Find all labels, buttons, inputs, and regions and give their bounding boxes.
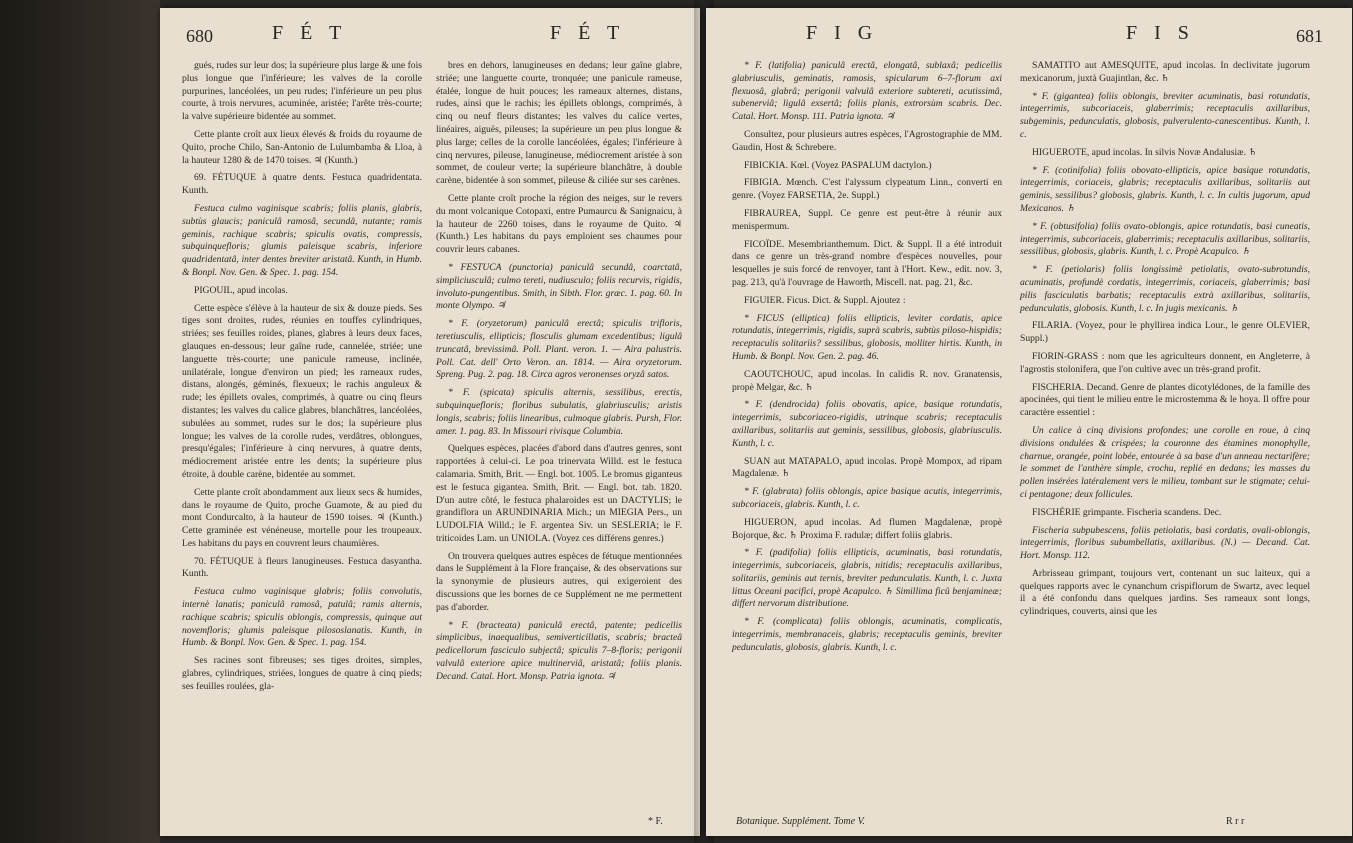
- paragraph: gués, rudes sur leur dos; la supérieure plus large & une fois plus longue que l'inférieure; les valves de la corolle purpurines, lancéolées, un peu rudes; l'inférieure un peu plus courte, à trois nervures, acuminée, aristée; l'arête très-courte; la valve supérieure bidentée au sommet.: [182, 60, 422, 123]
- paragraph: Arbrisseau grimpant, toujours vert, contenant un suc laiteux, qui a quelques rapports avec le cynanchum crispiflorum de Swartz, avec lequel il a été confondu dans quelques jardins. Ses rameaux sont longs, cylindriques, couverts, ainsi que les: [1020, 567, 1310, 618]
- paragraph: HIGUEROTE, apud incolas. In silvis Novæ Andalusiæ. ♄: [1032, 146, 1257, 158]
- paragraph: bres en dehors, lanugineuses en dedans; leur gaîne glabre, striée; une languette courte, tronquée; une panicule rameuse, étalée, longue de huit pouces; les rameaux alternes, distans, rudes, ainsi que le rachis; les épillets oblongs, comprimés, à cinq ou neuf fleurs distantes; les valves du calice vertes, linéaires, aiguës, pileuses; la supérieure un peu plus longue & plus large; celles de la corolle lancéolées, égales; l'inférieure à cinq nervures, pileuse, lanugineuse, médiocrement aristée à son sommet, de couleur verte; la supérieure blanchâtre, à double carène, bidentée à son sommet, pileuse & ciliée sur ses carènes.: [436, 60, 682, 187]
- running-head-right-1: F I G: [806, 22, 879, 44]
- paragraph: * F. (complicata) foliis oblongis, acuminatis, complicatis, integerrimis, membranaceis, glabris; receptaculis geminis, breviter pedunculatis, globosis, glabris. Kunth, l. c.: [732, 616, 1002, 653]
- paragraph: Consultez, pour plusieurs autres espèces, l'Agrostographie de MM. Gaudin, Host & Schrebere.: [732, 128, 1002, 153]
- running-head-right-2: F I S: [1126, 22, 1195, 44]
- paragraph: FIBIGIA. Mœnch. C'est l'alyssum clypeatum Linn., converti en genre. (Voyez FARSETIA, 2e. Suppl.): [732, 177, 1002, 202]
- right-column-1: [732, 60, 1002, 660]
- paragraph: CAOUTCHOUC, apud incolas. In calidis R. nov. Granatensis, propè Melgar, &c. ♄: [732, 368, 1002, 393]
- left-column-2: [436, 60, 682, 689]
- paragraph: SAMATITO aut AMESQUITE, apud incolas. In declivitate jugorum mexicanorum, juxtà Guajintlan, &c. ♄: [1020, 60, 1310, 84]
- right-column-2: [1020, 60, 1310, 624]
- paragraph: Cette plante croît aux lieux élevés & froids du royaume de Quito, proche Chilo, San-Antonio de Lulumbamba & Lloa, à la hauteur 1280 & de 1470 toises. ♃ (Kunth.): [182, 128, 422, 166]
- paragraph: * F. (obtusifolia) foliis ovato-oblongis, apice rotundatis, basi cuneatis, integerrimis, subcoriaceis, glaberrimis; receptaculis axillaribus, solitariis, sessilibus, globosis, glabris. Kunth, l. c. Propè Acapulco. ♄: [1020, 220, 1310, 258]
- left-column-1: [182, 60, 422, 699]
- paragraph: Ses racines sont fibreuses; ses tiges droites, simples, glabres, cylindriques, striées, longues de quatre à cinq pieds; ses feuilles roulées, gla-: [182, 655, 422, 692]
- paragraph: FISCHERIA. Decand. Genre de plantes dicotylédones, de la famille des apocinées, qui tient le milieu entre le microstemma & le hoya. Il offre pour caractère essentiel :: [1020, 381, 1310, 419]
- catchword: * F.: [648, 816, 663, 827]
- paragraph: * F. (cotinifolia) foliis obovato-ellipticis, apice basique rotundatis, integerrimis, coriaceis, glabris; receptaculis axillaribus, solitariis aut geminis, sessilibus? globosis, glabris. Kunth, l. c. In cultis jugorum, apud Mexicanos. ♄: [1020, 164, 1310, 214]
- paragraph: * F. (bracteata) paniculâ erectâ, patente; pedicellis simplicibus, inaequalibus, semiverticillatis, scabris; bracteâ pedicellorum fasciculo subjectâ; spiculis 7–8-floris; perigonii valvulâ exteriore apice multinerviâ, aristatâ; foliis planis. Decand. Catal. Hort. Monsp. Patria ignota. ♃: [436, 619, 682, 682]
- running-head-left-2: F É T: [550, 22, 626, 44]
- paragraph: HIGUERON, apud incolas. Ad flumen Magdalenæ, propè Bojorque, &c. ♄ Proxima F. radulæ; differt foliis glabris.: [732, 516, 1002, 541]
- paragraph: * F. (petiolaris) foliis longissimè petiolatis, ovato-subrotundis, acuminatis, profundè cordatis, integerrimis, coriaceis, glaberrimis; basi pilis fasciculatis barbatis; receptaculis extrà axillaribus, solitariis, pedunculatis, globosis. Kunth, l. c. In jugis mexicanis. ♄: [1020, 264, 1310, 314]
- paragraph: Festuca culmo vaginisque glabris; foliis convolutis, internè lanatis; paniculâ ramosâ, patulâ; ramis alternis, rachique scabris; spiculis oblongis, compressis, quinque aut novemfloris; glumis paleisque pilososlanatis. Kunth, in Humb. & Bonpl. Nov. Gen. & Spec. 1. pag. 154.: [182, 586, 422, 649]
- paragraph: * F. (spicata) spiculis alternis, sessilibus, erectis, subquinquefloris; floribus subulatis, glabriusculis; aristis longis, scabris; foliis linearibus, culmoque glabris. Pursh, Flor. amer. 1. pag. 83. In Missouri rivisque Columbia.: [436, 387, 682, 437]
- paragraph: FIGUIER. Ficus. Dict. & Suppl. Ajoutez :: [744, 294, 906, 306]
- paragraph: Cette espèce s'élève à la hauteur de six & douze pieds. Ses tiges sont droites, rudes, réunies en touffes cylindriques, striées; ses feuilles roides, planes, glabres à leurs deux faces, glauques en-dessous; leur gaîne rude, cannelée, striée; une languette très-courte; une panicule rameuse, inclinée, unilatérale, longue d'environ un pied; les rameaux rudes, distans, alongés, géminés, flexueux; le rachis anguleux & rude; les épillets ovales, comprimés, à quatre ou cinq fleurs distantes; les valves du calice glabres, blanchâtres, lancéolées, subulées au sommet, rudes sur le dos; la supérieure plus longue; les valves de la corolle rudes, verdâtres, oblongues, presqu'égales; l'inférieure à cinq nervures, à quatre dents, médiocrement aristée entre les dents; la supérieure plus étroite, à double carène, bidentée au sommet.: [182, 302, 422, 480]
- footer-volume: Botanique. Supplément. Tome V.: [736, 816, 865, 827]
- right-page: [706, 8, 1352, 836]
- paragraph: Quelques espèces, placées d'abord dans d'autres genres, sont rapportées à celui-ci. Le poa trinervata Willd. est le festuca calamaria. Smith, Brit. — Engl. bot. 1005. Le bromus giganteus est le festuca gigantea. Smith, Brit. — Engl. bot. tab. 1820. D'un autre côté, le festuca phalaroides est un DACTYLIS; le grandiflora un ARUNDINARIA Mich.; un MIEGIA Pers., un LUDOLFIA Willd.; le F. argentea Siv. un SESLERIA; le F. triticoides Lam. un UNIOLA. (Voyez ces différens genres.): [436, 443, 682, 544]
- running-head-left-1: F É T: [272, 22, 348, 44]
- paragraph: * F. (glabrata) foliis oblongis, apice basique acutis, integerrimis, subcoriaceis, glabris. Kunth, l. c.: [732, 486, 1002, 510]
- page-number-right: 681: [1296, 26, 1323, 46]
- signature-mark: R r r: [1226, 816, 1245, 827]
- paragraph: Festuca culmo vaginisque scabris; foliis planis, glabris, subtùs glaucis; paniculâ ramosâ, secundâ, nutante; ramis geminis, rachique scabris; spiculis ovatis, compressis, subquinquefloris; glumis paleisque scabris, inferiore quadridentatâ, inter dentes breviter aristatâ. Kunth, in Humb. & Bonpl. Nov. Gen. & Spec. 1. pag. 154.: [182, 202, 422, 278]
- left-page: [160, 8, 700, 836]
- paragraph: Un calice à cinq divisions profondes; une corolle en roue, à cinq divisions ondulées & crispées; la couronne des étamines monophylle, charnue, orangée, point lobée, entourée à sa base d'un anneau nectarifère; le sommet de l'anthère simple, crochu, replié en dedans; les masses du pollen insérées latéralement vers le milieu, tombant sur le stigmate; celui-ci pentagone; deux follicules.: [1020, 424, 1310, 500]
- paragraph: FISCHÉRIE grimpante. Fischeria scandens. Dec.: [1032, 506, 1222, 518]
- paragraph: 69. FÉTUQUE à quatre dents. Festuca quadridentata. Kunth.: [182, 172, 422, 197]
- book-edge: [0, 0, 160, 843]
- paragraph: FIORIN-GRASS : nom que les agriculteurs donnent, en Angleterre, à l'agrostis stolonifera, que l'on cultive avec un très-grand profit.: [1020, 350, 1310, 375]
- paragraph: FIBRAUREA, Suppl. Ce genre est peut-être à réunir aux menispermum.: [732, 207, 1002, 232]
- paragraph: * F. (gigantea) foliis oblongis, breviter acuminatis, basi rotundatis, integerrimis, subcoriaceis, glaberrimis; receptaculis axillaribus, subgeminis, pedunculatis, globosis, pulverulento-canescentibus. Kunth, l. c.: [1020, 90, 1310, 140]
- paragraph: PIGOUIL, apud incolas.: [194, 284, 288, 296]
- paragraph: Fischeria subpubescens, foliis petiolatis, basi cordatis, ovali-oblongis, integerrimis, floribus subumbellatis, axillaribus. (N.) — Decand. Cat. Hort. Monsp. 112.: [1020, 524, 1310, 562]
- paragraph: Cette plante croît abondamment aux lieux secs & humides, dans le royaume de Quito, proche Guamote, & au pied du mont Condurcalto, à la hauteur de 1590 toises. ♃ (Kunth.) Cette graminée est vénéneuse, mortelle pour les troupeaux. Les habitans du pays en couvrent leurs chaumières.: [182, 486, 422, 549]
- paragraph: FIBICKIA. Kœl. (Voyez PASPALUM dactylon.): [744, 159, 932, 171]
- paragraph: FICOÏDE. Mesembrianthemum. Dict. & Suppl. Il a été introduit dans ce genre un très-grand nombre d'espèces nouvelles, pour lesquelles je suis forcé de renvoyer, tant à l'Hort. Kew., edit. nov. 3, pag. 213, qu'à l'ouvrage de Haworth, Miscell. nat. pag. 21, &c.: [732, 238, 1002, 288]
- paragraph: * FESTUCA (punctoria) paniculâ secundâ, coarctatâ, simpliciusculâ; culmo tereti, nudiusculo; foliis recurvis, rigidis, involuto-pungentibus. Smith, in Sibth. Flor. græc. 1. pag. 60. In monte Olympo. ♃: [436, 261, 682, 312]
- paragraph: * F. (latifolia) paniculâ erectâ, elongatâ, sublaxâ; pedicellis glabriusculis, geminatis, ramosis, spicularum 6–7-florum axi flexuosâ, glabrâ; perigonii valvulâ exteriore subtereti, acutissimâ, subenerviâ; ligulâ exsertâ; foliis planis, extrorsùm scabris. Dec. Catal. Hort. Monsp. 111. Patria ignota. ♃: [732, 60, 1002, 123]
- paragraph: * FICUS (elliptica) foliis ellipticis, leviter cordatis, apice rotundatis, integerrimis, rigidis, suprà scabris, subtùs piloso-hispidis; receptaculis solitariis? sessilibus, globosis, molliter hirtis. Kunth, in Humb. & Bonpl. Nov. Gen. 2. pag. 46.: [732, 312, 1002, 362]
- paragraph: Cette plante croît proche la région des neiges, sur le revers du mont volcanique Cotopaxi, entre Pumaurcu & Sanignaicu, à la hauteur de 2260 toises, dans le royaume de Quito. ♃ (Kunth.) Les habitans du pays emploient ses chaumes pour couvrir leurs cabanes.: [436, 192, 682, 256]
- paragraph: * F. (padifolia) foliis ellipticis, acuminatis, basi rotundatis, integerrimis, subcoriaceis, glabris, nitidis; receptaculis axillaribus, solitariis, geminis aut ternis, breviter pedunculatis. Kunth, l. c. Juxta littus Oceani pacifici, propè Acapulco. ♄ Simillima ficû benjamineæ; differt nervorum distributione.: [732, 547, 1002, 610]
- paragraph: SUAN aut MATAPALO, apud incolas. Propè Mompox, ad ripam Magdalenæ. ♄: [732, 455, 1002, 480]
- paragraph: * F. (oryzetorum) paniculâ erectâ; spiculis trifloris, teretiusculis, ellipticis; flosculis glumam excedentibus; ligulâ truncatâ, brevissimâ. Poll. Plant. veron. 1. — Aira palustris. Poll. Cat. dell' Orto Veron. an. 1814. — Aira oryzetorum. Spreng. Pug. 2. pag. 18. Circa agros veronenses oryzâ satos.: [436, 318, 682, 381]
- paragraph: On trouvera quelques autres espèces de fétuque mentionnées dans le Supplément à la Flore française, & des observations sur la synonymie de plusieurs autres, qui exigeroient des discussions que les bornes de ce Supplément ne me permettent pas d'aborder.: [436, 550, 682, 613]
- paragraph: FILARIA. (Voyez, pour le phyllirea indica Lour., le genre OLEVIER, Suppl.): [1020, 320, 1310, 345]
- paragraph: 70. FÉTUQUE à fleurs lanugineuses. Festuca dasyantha. Kunth.: [182, 555, 422, 580]
- page-number-left: 680: [186, 26, 213, 46]
- paragraph: * F. (dendrocida) foliis obovatis, apice, basique rotundatis, integerrimis, subcoriaceo-rigidis, utrinque scabris; receptaculis axillaribus, solitariis aut geminis, sessilibus, globosis, glabriusculis. Kunth, l. c.: [732, 399, 1002, 449]
